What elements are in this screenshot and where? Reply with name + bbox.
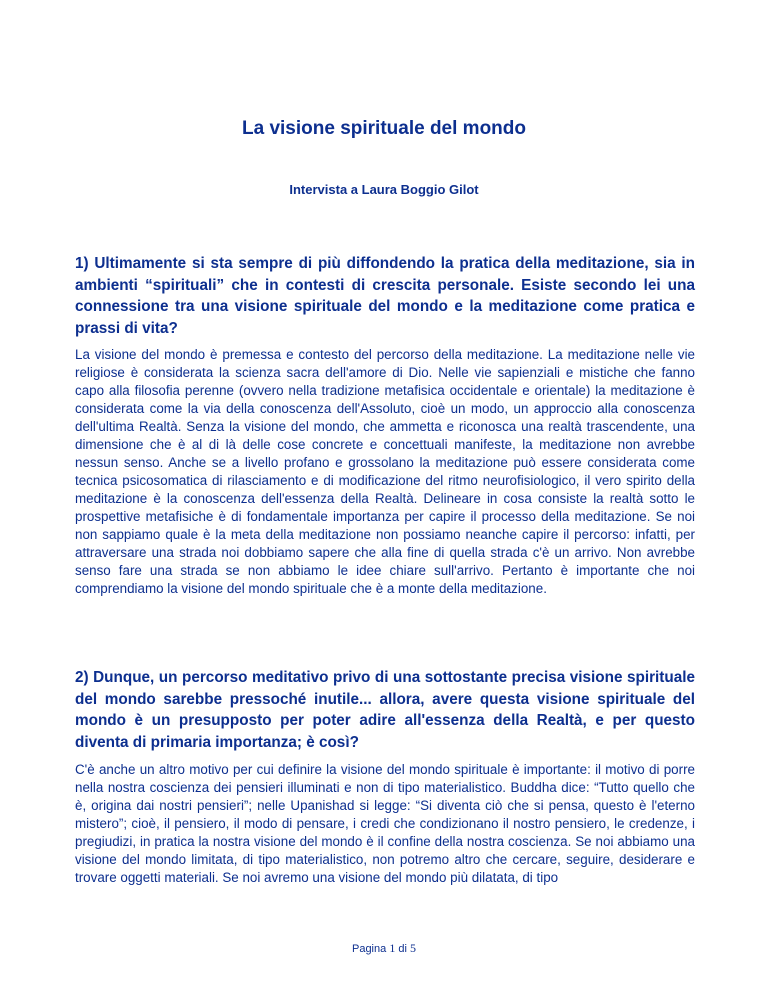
question-2: 2) Dunque, un percorso meditativo privo di una sottostante precisa visione spirituale del mondo sarebbe pressoché inutile... allora, avere questa visione spirituale del mondo è un presupposto per poter adire all'essenza della Realtà, e per questo diventa di primaria importanza; è così? xyxy=(75,669,695,751)
answer-2: C'è anche un altro motivo per cui definire la visione del mondo spirituale è importante: il motivo di porre nella nostra coscienza dei pensieri illuminati e non di tipo materialistico. Buddha dice: “Tutto quello che è, origina dai nostri pensieri”; nelle Upanishad si legge: “Si diventa ciò che si pensa, questo è l'eterno mistero”; cioè, il pensiero, il modo di pensare, i credi che condizionano il nostro pensiero, le credenze, i pregiudizi, in pratica la nostra visione del mondo è il confine della nostra coscienza. Se noi abbiamo una visione del mondo limitata, di tipo materialistico, non potremo altro che cercare, seguire, desiderare e trovare oggetti materiali. Se noi avremo una visione del mondo più dilatata, di tipo xyxy=(75,762,695,885)
page-separator: di xyxy=(398,943,407,955)
document-title: La visione spirituale del mondo xyxy=(242,118,526,139)
page-total: 5 xyxy=(410,941,416,955)
answer-1: La visione del mondo è premessa e contesto del percorso della meditazione. La meditazione nelle vie religiose è considerata la scienza sacra dell'amore di Dio. Nelle vie sapienziali e mistiche che fanno capo alla filosofia perenne (ovvero nella tradizione metafisica occidentale e orientale) la meditazione è considerata come la via della conoscenza dell'Assoluto, cioè un modo, un approccio alla conoscenza dell'ultima Realtà. Senza la visione del mondo, che ammetta e riconosca una realtà trascendente, una dimensione che è al di là delle cose concrete e concettuali manifeste, la meditazione non avrebbe nessun senso. Anche se a livello profano e grossolano la meditazione può essere considerata come tecnica psicosomatica di rilasciamento e di modificazione del ritmo neurofisiologico, il vero spirito della meditazione è la conoscenza dell'essenza della Realtà. Delineare in cosa consiste la realtà sotto le prospettive metafisiche è di fondamentale importanza per capire il processo della meditazione. Se noi non sappiamo quale è la meta della meditazione non possiamo neanche capire il percorso: infatti, per attraversare una strada noi dobbiamo sapere che alla fine di quella strada c'è un arrivo. Non avrebbe senso fare una strada se non abbiamo le idee chiare sull'arrivo. Pertanto è importante che noi comprendiamo la visione del mondo spirituale che è a monte della meditazione. xyxy=(75,347,695,596)
question-1: 1) Ultimamente si sta sempre di più diffondendo la pratica della meditazione, sia in ambienti “spirituali” che in contesti di crescita personale. Esiste secondo lei una connessione tra una visione spirituale del mondo e la meditazione come pratica e prassi di vita? xyxy=(75,255,695,337)
page-footer xyxy=(0,941,768,956)
page-label: Pagina xyxy=(351,943,387,955)
page-current: 1 xyxy=(389,941,396,955)
document-subtitle: Intervista a Laura Boggio Gilot xyxy=(289,182,479,197)
